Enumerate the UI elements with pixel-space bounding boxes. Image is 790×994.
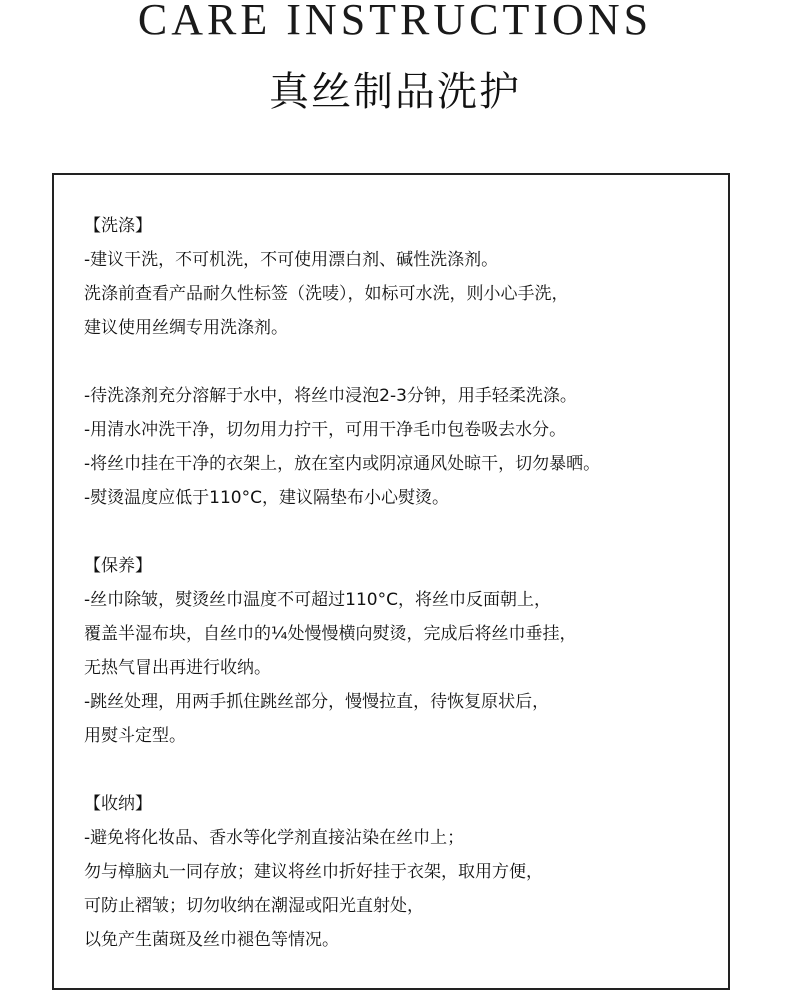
text-line: 无热气冒出再进行收纳。 <box>84 658 271 678</box>
text-line: -用清水冲洗干净，切勿用力拧干，可用干净毛巾包卷吸去水分。 <box>84 420 567 440</box>
text-line: 可防止褶皱；切勿收纳在潮湿或阳光直射处， <box>84 896 424 916</box>
text-line: 勿与樟脑丸一同存放；建议将丝巾折好挂于衣架，取用方便， <box>84 862 543 882</box>
care-content <box>84 209 724 957</box>
text-line: 建议使用丝绸专用洗涤剂。 <box>84 318 288 338</box>
text-line: 洗涤前查看产品耐久性标签（洗唛），如标可水洗，则小心手洗， <box>84 284 569 304</box>
text-line: 以免产生菌斑及丝巾褪色等情况。 <box>84 930 339 950</box>
section-spacer <box>84 753 724 787</box>
section-spacer <box>84 515 724 549</box>
text-line: -建议干洗，不可机洗，不可使用漂白剂、碱性洗涤剂。 <box>84 250 499 270</box>
text-line: 覆盖半湿布块，自丝巾的¼处慢慢横向熨烫，完成后将丝巾垂挂， <box>84 624 577 644</box>
text-line: -避免将化妆品、香水等化学剂直接沾染在丝巾上； <box>84 828 465 848</box>
section-washing <box>84 209 724 515</box>
text-line: -将丝巾挂在干净的衣架上，放在室内或阴凉通风处晾干，切勿暴晒。 <box>84 454 601 474</box>
title-en: CARE INSTRUCTIONS <box>137 0 653 44</box>
blank-line <box>84 345 724 379</box>
text-line: -待洗涤剂充分溶解于水中，将丝巾浸泡2-3分钟，用手轻柔洗涤。 <box>84 386 577 406</box>
text-line: -丝巾除皱，熨烫丝巾温度不可超过110°C，将丝巾反面朝上， <box>84 590 551 610</box>
section-maintenance <box>84 549 724 753</box>
section-heading: 【保养】 <box>84 556 152 576</box>
section-heading: 【收纳】 <box>84 794 152 814</box>
section-storage <box>84 787 724 957</box>
text-line: 用熨斗定型。 <box>84 726 186 746</box>
title-zh: 真丝制品洗护 <box>269 69 521 115</box>
text-line: -熨烫温度应低于110°C，建议隔垫布小心熨烫。 <box>84 488 449 508</box>
text-line: -跳丝处理，用两手抓住跳丝部分，慢慢拉直，待恢复原状后， <box>84 692 550 712</box>
care-panel <box>52 173 730 990</box>
section-heading: 【洗涤】 <box>84 216 152 236</box>
